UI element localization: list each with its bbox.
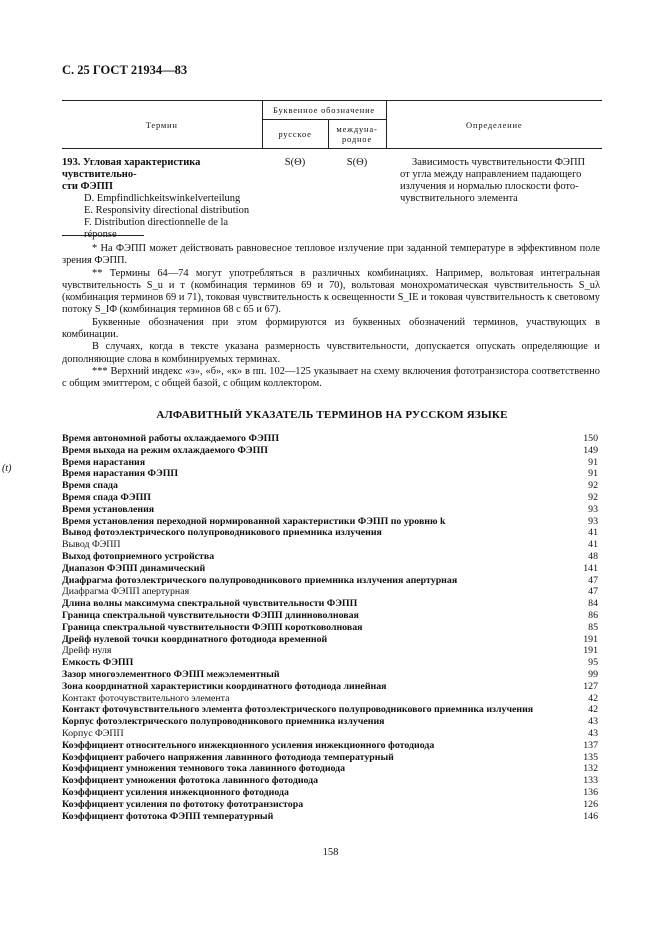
index-entry [62, 799, 598, 811]
index-page: 92 [588, 480, 598, 492]
col-intl-header [328, 120, 386, 149]
index-term: Коэффициент усиления по фототоку фототранзистора [62, 798, 304, 810]
index-entry [62, 504, 598, 516]
index-term: Контакт фоточувствительного элемента [62, 692, 230, 704]
index-term: Граница спектральной чувствительности ФЭПП коротковолновая [62, 621, 363, 633]
index-page: 41 [588, 527, 598, 539]
term-en: E. Responsivity directional distribution [84, 205, 250, 216]
index-page: 99 [588, 668, 598, 680]
index-entry [62, 681, 598, 693]
index-entry [62, 480, 598, 492]
page-header: С. 25 ГОСТ 21934—83 [62, 63, 188, 77]
index-page: 47 [588, 586, 598, 598]
index-term: Коэффициент рабочего напряжения лавинного фотодиода температурный [62, 751, 394, 763]
index-term: Длина волны максимума спектральной чувствительности ФЭПП [62, 598, 358, 610]
index-entry [62, 645, 598, 657]
def-line2: от угла между направлением падающего [400, 169, 582, 180]
index-page: 84 [588, 598, 598, 610]
index-page: 43 [588, 727, 598, 739]
index-entry [62, 610, 598, 622]
index-entry [62, 492, 598, 504]
footnote-5: *** Верхний индекс «э», «б», «к» в пп. 102—125 указывает на схему включения фототранзистора соответственно с общим эмиттером, с общей базой, с общим коллектором. [62, 365, 600, 390]
term-title [62, 157, 258, 181]
symbol-ru: S(Θ) [284, 157, 306, 168]
index-page: 136 [583, 786, 598, 798]
index-entry [62, 634, 598, 646]
footnote-rule [62, 235, 144, 236]
index-page: 86 [588, 609, 598, 621]
index-entry [62, 445, 598, 457]
index-page: 191 [583, 645, 598, 657]
index-entry [62, 775, 598, 787]
def-line3: излучения и нормалью плоскости фото- [400, 181, 579, 192]
index-page: 135 [583, 751, 598, 763]
index-entry [62, 457, 598, 469]
index-term: Коэффициент фототока ФЭПП температурный [62, 810, 274, 822]
index-entry [62, 752, 598, 764]
index-term: Время выхода на режим охлаждаемого ФЭПП [62, 444, 268, 456]
term-index [62, 433, 598, 822]
index-entry [62, 539, 598, 551]
index-term: Время автономной работы охлаждаемого ФЭПП [62, 433, 280, 444]
index-entry [62, 468, 598, 480]
index-entry [62, 787, 598, 799]
index-page: 93 [588, 503, 598, 515]
index-term: Выход фотоприемного устройства [62, 550, 215, 562]
index-page: 149 [583, 444, 598, 456]
margin-mark: (t) [2, 463, 12, 474]
index-page: 42 [588, 692, 598, 704]
index-term: Время установления [62, 503, 155, 515]
index-page: 92 [588, 491, 598, 503]
index-title: АЛФАВИТНЫЙ УКАЗАТЕЛЬ ТЕРМИНОВ НА РУССКОМ ЯЗЫКЕ [156, 409, 508, 421]
index-term: Зона координатной характеристики координатного фотодиода линейная [62, 680, 387, 692]
page-number: 158 [322, 847, 339, 858]
index-page: 132 [583, 763, 598, 775]
index-entry [62, 669, 598, 681]
footnote-2: ** Термины 64—74 могут употребляться в различных комбинациях. Например, вольтовая интегральная чувствительность S_u и т (комбинация терминов 69 и 70), вольтовая монохроматическая чувствительность S_uλ (комбинация терминов 69 и 71), токовая чувствительность к освещенности S_IE и токовая чувствительность к световому потоку S_IΦ (комбинация терминов 68 с 65 и 67). [62, 267, 600, 316]
index-term: Зазор многоэлементного ФЭПП межэлементный [62, 668, 280, 680]
col-term-header: Термин [62, 101, 262, 149]
term-de: D. Empfindlichkeitswinkelverteilung [84, 193, 241, 204]
index-page: 48 [588, 550, 598, 562]
index-entry [62, 622, 598, 634]
terms-table [62, 100, 602, 241]
term-title-line1: 193. Угловая характеристика чувствительно- [62, 157, 201, 180]
index-term: Емкость ФЭПП [62, 657, 134, 669]
footnote-3: Буквенные обозначения при этом формируются из буквенных обозначений терминов, участвующих в комбинации. [62, 316, 600, 341]
index-term: Граница спектральной чувствительности ФЭПП длинноволновая [62, 609, 359, 621]
index-term: Время установления переходной нормированной характеристики ФЭПП по уровню k [62, 515, 446, 527]
index-entry [62, 740, 598, 752]
index-term: Время нарастания ФЭПП [62, 468, 179, 480]
col-intl-line2: родное [341, 134, 373, 144]
index-page: 91 [588, 456, 598, 468]
symbol-intl: S(Θ) [346, 157, 368, 168]
index-term: Диапазон ФЭПП динамический [62, 562, 206, 574]
index-page: 41 [588, 539, 598, 551]
index-entry [62, 704, 598, 716]
index-page: 95 [588, 657, 598, 669]
def-line1: Зависимость чувствительности ФЭПП [412, 157, 586, 168]
index-entry [62, 598, 598, 610]
index-entry [62, 563, 598, 575]
index-term: Вывод фотоэлектрического полупроводникового приемника излучения [62, 527, 382, 539]
index-entry [62, 728, 598, 740]
index-page: 85 [588, 621, 598, 633]
term-entry-193 [62, 149, 602, 242]
index-term: Контакт фоточувствительного элемента фотоэлектрического полупроводникового приемника излучения [62, 704, 534, 716]
col-def-header: Определение [386, 101, 602, 149]
index-entry [62, 575, 598, 587]
index-entry [62, 433, 598, 445]
index-term: Корпус ФЭПП [62, 727, 124, 739]
index-page: 133 [583, 775, 598, 787]
index-term: Диафрагма фотоэлектрического полупроводникового приемника излучения апертурная [62, 574, 458, 586]
index-entry [62, 516, 598, 528]
index-entry [62, 657, 598, 669]
col-intl-line1: междуна- [336, 124, 378, 134]
footnotes [62, 243, 600, 391]
footnote-1: * На ФЭПП может действовать равновесное тепловое излучение при заданной температуре в эффективном поле зрения ФЭПП. [62, 243, 600, 267]
col-ru-header: русское [262, 120, 328, 149]
index-term: Корпус фотоэлектрического полупроводникового приемника излучения [62, 716, 385, 728]
footnote-4: В случаях, когда в тексте указана размерность чувствительности, допускается опускать определяющие и дополняющие слова в комбинируемых терминах. [62, 341, 600, 365]
term-fr: F. Distribution directionnelle de la réponse [84, 217, 229, 240]
index-page: 150 [583, 433, 598, 444]
index-entry [62, 527, 598, 539]
index-page: 146 [583, 810, 598, 822]
index-page: 42 [588, 704, 598, 716]
index-page: 47 [588, 574, 598, 586]
term-title-cont: сти ФЭПП [62, 181, 113, 192]
index-term: Коэффициент относительного инжекционного усиления инжекционного фотодиода [62, 739, 435, 751]
index-term: Коэффициент усиления инжекционного фотодиода [62, 786, 289, 798]
index-term: Время спада [62, 480, 118, 492]
index-page: 141 [583, 562, 598, 574]
index-entry [62, 586, 598, 598]
index-term: Коэффициент умножения фототока лавинного фотодиода [62, 775, 319, 787]
index-term: Вывод ФЭПП [62, 539, 121, 551]
index-term: Дрейф нуля [62, 645, 112, 657]
index-page: 191 [583, 633, 598, 645]
term-cell [62, 149, 262, 242]
index-entry [62, 693, 598, 705]
index-page: 127 [583, 680, 598, 692]
index-page: 137 [583, 739, 598, 751]
term-definition [386, 149, 602, 242]
index-entry [62, 811, 598, 823]
def-line4: чувствительного элемента [400, 193, 518, 204]
index-term: Время нарастания [62, 456, 146, 468]
index-entry [62, 551, 598, 563]
index-term: Коэффициент умножения темнового тока лавинного фотодиода [62, 763, 346, 775]
index-page: 43 [588, 716, 598, 728]
col-letters-header: Буквенное обозначение [262, 101, 386, 120]
index-term: Время спада ФЭПП [62, 491, 151, 503]
index-page: 93 [588, 515, 598, 527]
index-entry [62, 716, 598, 728]
index-term: Дрейф нулевой точки координатного фотодиода временной [62, 633, 328, 645]
index-term: Диафрагма ФЭПП апертурная [62, 586, 190, 598]
index-page: 91 [588, 468, 598, 480]
index-entry [62, 763, 598, 775]
index-page: 126 [583, 798, 598, 810]
